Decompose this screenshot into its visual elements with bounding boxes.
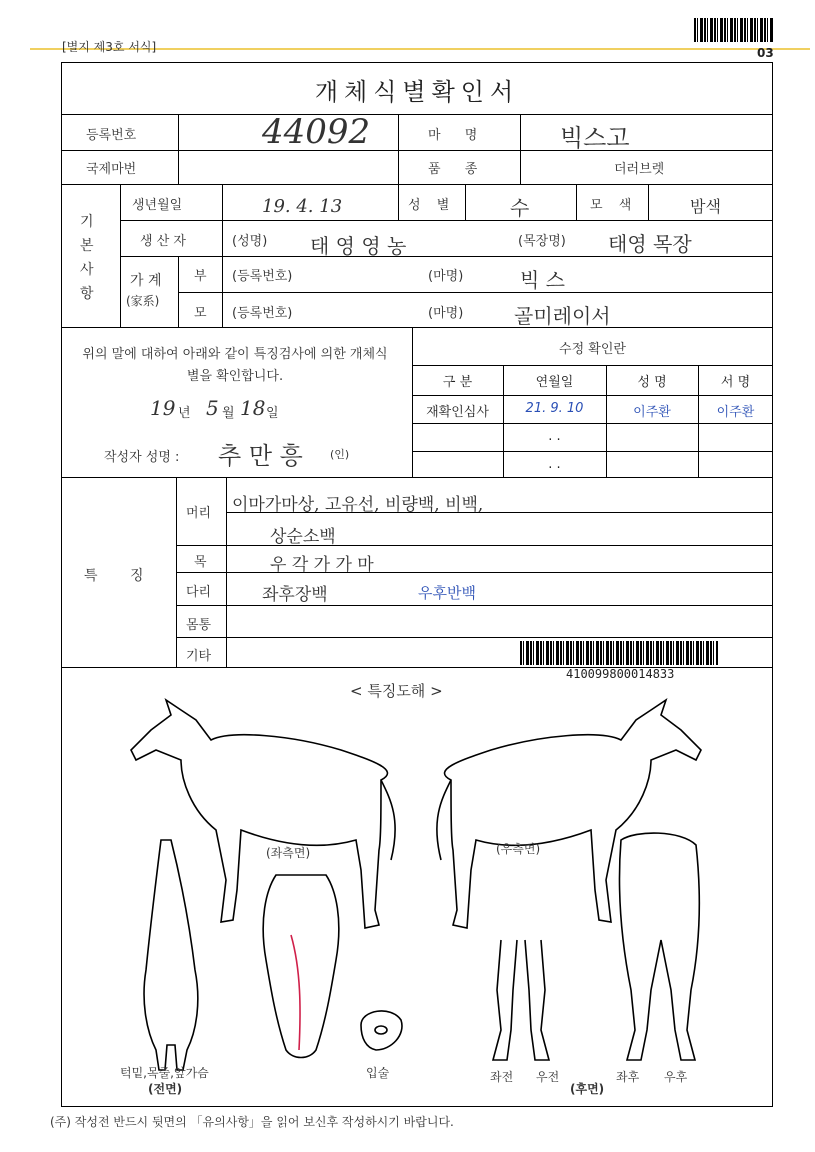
feature-value-head: 이마가마상, 고유선, 비량백, 비백, — [232, 495, 484, 515]
pedigree-label: 가 계 — [130, 273, 162, 289]
dam-reg-label: (등록번호) — [232, 306, 293, 321]
dam-name-label: (마명) — [428, 306, 464, 321]
feature-value-legs: 좌후장백 — [262, 585, 328, 605]
breeder-label: 생 산 자 — [140, 234, 186, 249]
feature-value-legs-blue: 우후반백 — [418, 584, 476, 602]
revision-cell: 이주환 — [716, 405, 755, 420]
breeder-name: 태 영 영 농 — [310, 234, 407, 258]
form-label: [별지 제3호 서식] — [62, 40, 157, 54]
feature-label-other: 기타 — [186, 649, 212, 664]
confirm-date-month: 5 — [206, 396, 219, 420]
diagram-left-fore: 좌전 — [490, 1070, 514, 1084]
pedigree-hanja: (家系) — [126, 294, 160, 308]
sire-name-label: (마명) — [428, 269, 464, 284]
breeder-name-label: (성명) — [232, 234, 268, 249]
farm-name: 태영 목장 — [608, 232, 692, 256]
intl-no-label: 국제마번 — [86, 162, 137, 177]
revision-header-cell: 성 명 — [637, 375, 667, 390]
sex-value: 수 — [510, 196, 530, 220]
confirm-date-year: 19 — [150, 396, 176, 420]
top-barcode — [694, 18, 774, 42]
feature-value-head-line2: 상순소백 — [270, 527, 336, 547]
diagram-left-hind: 좌후 — [616, 1070, 640, 1084]
confirm-date-year-unit: 년 — [178, 406, 191, 421]
color-label: 모 색 — [590, 198, 638, 213]
confirm-date-day: 18 — [240, 396, 266, 420]
confirm-statement: 위의 말에 대하여 아래와 같이 특징검사에 의한 개체식별을 확인합니다. — [82, 347, 388, 384]
breed-value: 더러브렛 — [614, 162, 665, 177]
diagram-left-side: (좌측면) — [266, 846, 311, 860]
diagram-title: < 특징도해 > — [350, 682, 443, 700]
basic-section-label: 기본사항 — [80, 214, 94, 302]
sire-name: 빅 스 — [520, 268, 565, 292]
birth-value: 19. 4. 13 — [262, 196, 343, 217]
page-number: 03 — [757, 46, 774, 60]
dam-label: 모 — [194, 306, 207, 321]
farm-label: (목장명) — [518, 234, 566, 249]
revision-cell: 21. 9. 10 — [525, 401, 584, 416]
revision-header-cell: 서 명 — [720, 375, 751, 390]
horse-diagram — [61, 690, 773, 1105]
revision-cell: . . — [548, 457, 561, 472]
sex-label: 성 별 — [408, 198, 456, 213]
feature-label-legs: 다리 — [186, 585, 212, 600]
diagram-mouth-label: 입술 — [366, 1066, 390, 1080]
diagram-right-fore: 우전 — [536, 1070, 560, 1084]
feature-label-body: 몸통 — [186, 618, 212, 633]
diagram-right-side: (우측면) — [496, 842, 541, 856]
reg-no-value: 44092 — [262, 112, 371, 152]
horse-name-value: 빅스고 — [560, 124, 630, 152]
revision-table — [412, 365, 773, 477]
writer-name: 추 만 흥 — [218, 442, 303, 470]
form-title: 개체식별확인서 — [314, 78, 520, 106]
diagram-right-hind: 우후 — [664, 1070, 688, 1084]
revision-cell: 이주환 — [633, 405, 671, 420]
revision-cell: 재확인심사 — [426, 405, 489, 420]
dam-name: 골미레이서 — [514, 304, 611, 328]
birth-label: 생년월일 — [132, 198, 183, 213]
confirm-date-month-unit: 월 — [222, 406, 235, 421]
revision-cell: . . — [548, 429, 561, 444]
breed-label: 품 종 — [428, 162, 488, 177]
revision-title: 수정 확인란 — [559, 342, 626, 357]
revision-header-cell: 연월일 — [535, 375, 574, 390]
color-value: 밤색 — [690, 197, 721, 216]
sire-label: 부 — [194, 269, 207, 284]
writer-seal: (인) — [330, 448, 350, 461]
reg-no-label: 등록번호 — [86, 128, 137, 143]
feature-barcode — [520, 641, 718, 665]
diagram-rear-label: (후면) — [570, 1082, 605, 1096]
features-section-label: 특 징 — [84, 568, 158, 584]
diagram-front-caption: 턱밑,목줄,앞가슴 — [120, 1066, 209, 1080]
revision-header-cell: 구 분 — [442, 375, 473, 390]
footer-note: (주) 작성전 반드시 뒷면의 「유의사항」을 읽어 보신후 작성하시기 바랍니다. — [50, 1115, 454, 1129]
confirm-date-day-unit: 일 — [266, 406, 279, 421]
writer-label: 작성자 성명 : — [104, 450, 180, 465]
diagram-front-label: (전면) — [148, 1082, 183, 1096]
sire-reg-label: (등록번호) — [232, 269, 293, 284]
feature-label-neck: 목 — [194, 555, 207, 570]
horse-name-label: 마 명 — [428, 128, 488, 143]
feature-barcode-number: 410099800014833 — [566, 667, 675, 681]
feature-label-head: 머리 — [186, 506, 212, 521]
feature-value-neck: 우 각 가 가 마 — [270, 555, 374, 575]
